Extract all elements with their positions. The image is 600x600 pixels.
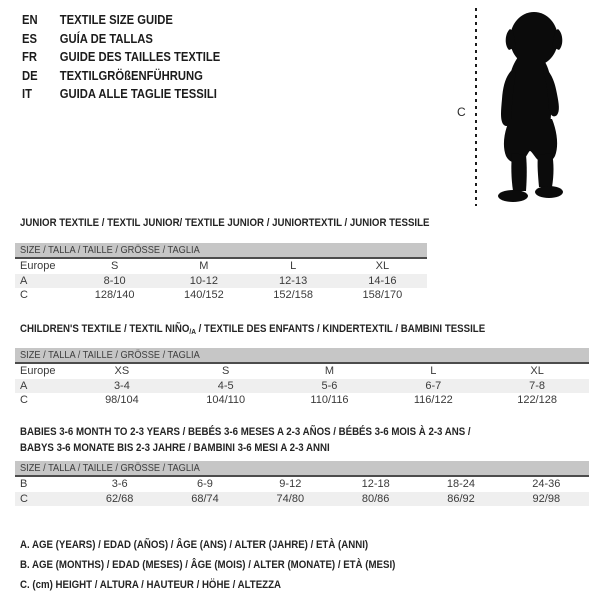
language-row [22, 11, 220, 30]
height-cell: 74/80 [276, 492, 305, 505]
size-cell: L [290, 260, 297, 272]
height-cell: 116/122 [413, 394, 453, 406]
age-cell: 14-16 [368, 274, 397, 287]
age-cell: 10-12 [189, 274, 218, 287]
age-cell: 8-10 [103, 274, 126, 287]
age-cell: 3-4 [113, 379, 130, 392]
row-label: B [20, 478, 28, 490]
language-row [22, 85, 220, 104]
language-term: TEXTILE SIZE GUIDE [59, 13, 173, 27]
section-title-children [20, 323, 485, 338]
height-cell: 80/86 [361, 492, 390, 505]
children-table [15, 348, 589, 408]
footnote-b: B. AGE (MONTHS) / EDAD (MESES) / ÂGE (MOIS) / ALTER (MONATE) / ETÀ (MESI) [20, 559, 396, 571]
height-cell: 68/74 [191, 492, 219, 505]
age-cell: 18-24 [446, 478, 476, 490]
language-code: ES [22, 31, 38, 46]
baby-silhouette [482, 7, 578, 207]
age-cell: 6-9 [197, 478, 213, 490]
row-label: A [20, 274, 28, 287]
age-cell: 7-8 [529, 379, 546, 392]
height-cell: 104/110 [206, 394, 246, 406]
size-header-bar [15, 243, 427, 259]
age-cell: 3-6 [111, 478, 128, 490]
size-header-bar [15, 348, 589, 364]
size-cell: L [430, 365, 437, 377]
language-list [22, 11, 242, 104]
language-term: GUIDA ALLE TAGLIE TESSILI [59, 87, 217, 102]
language-row [22, 30, 220, 49]
language-code: EN [22, 13, 38, 27]
row-label: C [20, 289, 28, 301]
section-title-babies-line2: BABYS 3-6 MONATE BIS 2-3 JAHRE / BAMBINI 3-6 MESI A 2-3 ANNI [20, 442, 330, 454]
age-cell: 5-6 [321, 379, 338, 392]
size-cell: XL [530, 365, 544, 377]
age-cell: 4-5 [217, 379, 234, 392]
height-cell: 98/104 [105, 394, 139, 406]
height-cell: 110/116 [310, 394, 349, 406]
age-cell: 12-18 [361, 478, 390, 490]
footnotes [20, 535, 447, 595]
language-term: TEXTILGRÖßENFÜHRUNG [59, 68, 203, 83]
language-row [22, 67, 220, 86]
height-measure-dotted-line [475, 8, 477, 206]
language-code: IT [22, 87, 32, 102]
size-cell: M [324, 365, 335, 377]
height-label-c: C [457, 105, 466, 119]
size-header-text: SIZE / TALLA / TAILLE / GRÖSSE / TAGLIA [20, 462, 200, 474]
size-header-text: SIZE / TALLA / TAILLE / GRÖSSE / TAGLIA [20, 244, 200, 256]
table-row [15, 259, 427, 274]
language-code: FR [22, 50, 38, 65]
height-cell: 92/98 [532, 492, 561, 505]
table-row [15, 274, 427, 289]
junior-table [15, 243, 427, 303]
table-row [15, 477, 589, 492]
language-term: GUÍA DE TALLAS [59, 31, 153, 46]
size-cell: S [110, 260, 119, 272]
language-term: GUIDE DES TAILLES TEXTILE [59, 50, 221, 65]
height-cell: 140/152 [183, 289, 224, 301]
section-title-junior: JUNIOR TEXTILE / TEXTIL JUNIOR/ TEXTILE JUNIOR / JUNIORTEXTIL / JUNIOR TESSILE [20, 217, 430, 229]
footnote-a: A. AGE (YEARS) / EDAD (AÑOS) / ÂGE (ANS) / ALTER (JAHRE) / ETÀ (ANNI) [20, 539, 369, 551]
size-cell: XS [114, 365, 130, 377]
row-label: C [20, 492, 28, 505]
row-label: Europe [20, 260, 56, 272]
height-cell: 158/170 [362, 289, 403, 301]
row-label: A [20, 379, 28, 392]
size-cell: S [222, 365, 230, 377]
height-cell: 128/140 [94, 289, 135, 301]
height-cell: 122/128 [517, 394, 557, 406]
footnote-c: C. (cm) HEIGHT / ALTURA / HAUTEUR / HÖHE / ALTEZZA [20, 579, 282, 591]
age-cell: 12-13 [279, 274, 308, 287]
size-header-bar [15, 461, 589, 477]
size-cell: M [199, 260, 209, 272]
section-title-babies-line1: BABIES 3-6 MONTH TO 2-3 YEARS / BEBÉS 3-6 MESES A 2-3 AÑOS / BÉBÉS 3-6 MOIS À 2-3 ANS / [20, 426, 471, 438]
table-row [15, 393, 589, 408]
table-row [15, 379, 589, 394]
babies-table [15, 461, 589, 506]
row-label: Europe [20, 365, 56, 377]
age-cell: 9-12 [279, 478, 302, 490]
language-code: DE [22, 68, 38, 83]
age-cell: 24-36 [532, 478, 561, 490]
size-cell: XL [375, 260, 390, 272]
height-cell: 86/92 [447, 492, 475, 505]
size-header-text: SIZE / TALLA / TAILLE / GRÖSSE / TAGLIA [20, 349, 200, 361]
height-cell: 152/158 [273, 289, 313, 301]
title-text: / TEXTILE DES ENFANTS / KINDERTEXTIL / BAMBINI TESSILE [195, 323, 486, 335]
language-row [22, 48, 220, 67]
table-row [15, 288, 427, 303]
title-subscript: /A [189, 327, 196, 336]
age-cell: 6-7 [425, 379, 442, 392]
table-row [15, 492, 589, 507]
row-label: C [20, 394, 28, 406]
height-cell: 62/68 [105, 492, 134, 505]
table-row [15, 364, 589, 379]
title-text: CHILDREN'S TEXTILE / TEXTIL NIÑO [20, 323, 190, 335]
